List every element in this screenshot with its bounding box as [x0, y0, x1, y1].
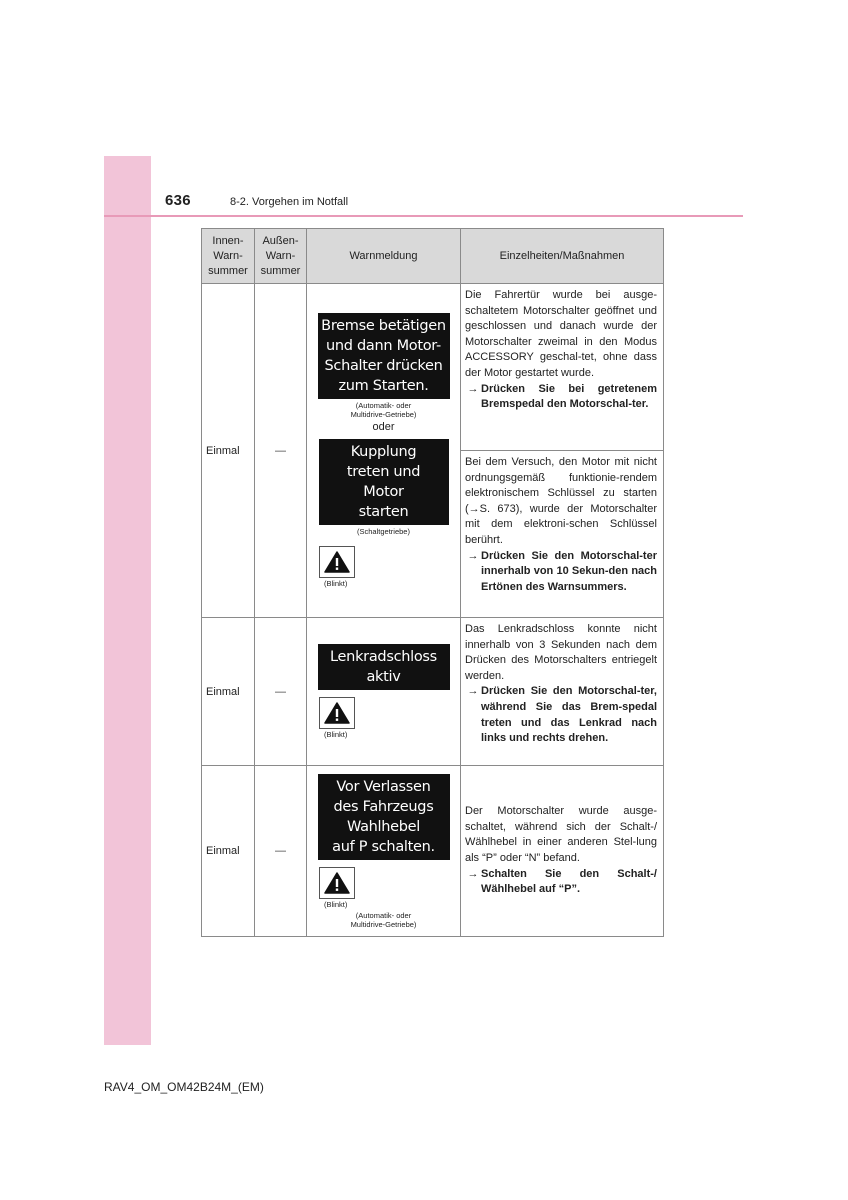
page-number: 636 [165, 192, 191, 209]
aussen-cell: — [255, 284, 307, 618]
table-row [202, 284, 664, 451]
innen-cell: Einmal [202, 618, 255, 766]
aussen-cell: — [255, 766, 307, 937]
arrow-icon: → [467, 867, 479, 880]
message-caption: (Schaltgetriebe) [357, 527, 410, 536]
action-item: → Drücken Sie bei getretenem Bremspedal den Motorschal-ter. [465, 382, 657, 413]
detail-cell: Der Motorschalter wurde ausge-schaltet, während sich der Schalt-/ Wählhebel in einer anderen Stel-lung als “P” oder “N” befand. → Schalten Sie den Schalt-/ Wählhebel auf “P”. [461, 766, 664, 937]
message-cell [307, 284, 461, 618]
action-item: → Schalten Sie den Schalt-/ Wählhebel auf “P”. [465, 867, 657, 898]
message-caption: (Automatik- oder Multidrive-Getriebe) [350, 401, 417, 419]
arrow-icon: → [467, 685, 479, 698]
blink-label: (Blinkt) [324, 579, 348, 588]
oder-label: oder [372, 421, 395, 433]
header-einzelheiten: Einzelheiten/Maßnahmen [461, 229, 664, 284]
innen-cell: Einmal [202, 284, 255, 618]
detail-cell: Bei dem Versuch, den Motor mit nicht ordnungsgemäß funktionie-rendem elektronischem Schlüssel zu starten (→S. 673), wurde der Motorschalter mit dem elektroni-schen Schlüssel berührt. → Drücken Sie den Motorschal-ter innerhalb von 10 Sekun-den nach Ertönen des Warnsummers. [461, 451, 664, 618]
detail-cell: Die Fahrertür wurde bei ausge-schaltetem Motorschalter geöffnet und geschlossen und danach wurde der Motorschalter zweimal in den Modus ACCESSORY geschal-tet, ohne dass der Motor gestartet wurde. → Drücken Sie bei getretenem Bremspedal den Motorschal-ter. [461, 284, 664, 451]
message-cell [307, 618, 461, 766]
message-display: Lenkradschloss aktiv [318, 644, 450, 690]
table-row [202, 618, 664, 766]
table-header-row [202, 229, 664, 284]
header-innen: Innen- Warn- summer [202, 229, 255, 284]
arrow-icon: → [467, 549, 479, 562]
table-row [202, 766, 664, 937]
document-code: RAV4_OM_OM42B24M_(EM) [104, 1080, 264, 1094]
header-rule [104, 215, 743, 217]
message-display: Kupplung treten und Motor starten [319, 439, 449, 525]
warning-triangle-icon [319, 697, 355, 729]
action-item: → Drücken Sie den Motorschal-ter, während Sie das Brem-spedal treten und das Lenkrad nach links und rechts drehen. [465, 684, 657, 746]
arrow-icon: → [467, 382, 479, 395]
aussen-cell: — [255, 618, 307, 766]
warning-table [201, 228, 664, 937]
detail-cell: Das Lenkradschloss konnte nicht innerhalb von 3 Sekunden nach dem Drücken des Motorschalters entriegelt werden. → Drücken Sie den Motorschal-ter, während Sie das Brem-spedal treten und das Lenkrad nach links und rechts drehen. [461, 618, 664, 766]
message-caption: (Automatik- oder Multidrive-Getriebe) [350, 910, 417, 929]
message-display: Vor Verlassen des Fahrzeugs Wahlhebel auf P schalten. [318, 774, 450, 860]
section-title: 8-2. Vorgehen im Notfall [230, 196, 349, 208]
warning-triangle-icon [319, 867, 355, 899]
side-tab-bar [104, 156, 151, 1045]
header-aussen: Außen- Warn- summer [255, 229, 307, 284]
message-cell [307, 766, 461, 937]
innen-cell: Einmal [202, 766, 255, 937]
header-warnmeldung: Warnmeldung [307, 229, 461, 284]
warning-triangle-icon [319, 546, 355, 578]
message-display: Bremse betätigen und dann Motor- Schalter drücken zum Starten. [318, 313, 450, 399]
blink-label: (Blinkt) [324, 899, 348, 909]
action-item: → Drücken Sie den Motorschal-ter innerhalb von 10 Sekun-den nach Ertönen des Warnsummers. [465, 549, 657, 596]
blink-label: (Blinkt) [324, 730, 348, 739]
